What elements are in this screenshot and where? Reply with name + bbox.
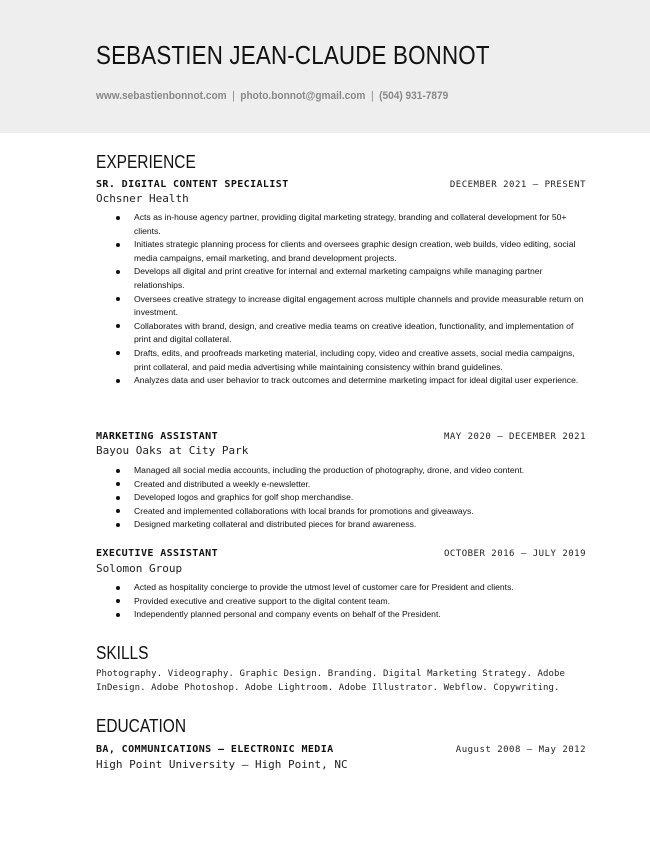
website-link[interactable]: www.sebastienbonnot.com [96, 90, 227, 102]
list-item: Provided executive and creative support to the digital content team. [116, 595, 586, 609]
education-dates: August 2008 – May 2012 [455, 745, 586, 755]
list-item: Develops all digital and print creative for internal and external marketing campaigns while managing partner relationships. [116, 265, 586, 292]
skills-heading: SKILLS [96, 643, 149, 663]
list-item: Created and implemented collaborations with local brands for promotions and giveaways. [116, 505, 586, 519]
job-dates: MAY 2020 – DECEMBER 2021 [443, 432, 586, 442]
job-dates: OCTOBER 2016 – JULY 2019 [443, 549, 586, 559]
education-heading: EDUCATION [96, 716, 187, 736]
list-item: Designed marketing collateral and distributed pieces for brand awareness. [116, 518, 586, 532]
list-item: Created and distributed a weekly e-newsletter. [116, 478, 586, 492]
list-item: Oversees creative strategy to increase digital engagement across multiple channels and provide measurable return on investment. [116, 293, 586, 320]
skills-list: Photography. Videography. Graphic Design. Branding. Digital Marketing Strategy. Adobe InDesign. Adobe Photoshop. Adobe Lightroom. Adobe Illustrator. Webflow. Copywriting. [96, 669, 566, 693]
contact-separator: | [232, 90, 235, 102]
job-bullets [116, 464, 586, 532]
experience-heading: EXPERIENCE [96, 152, 196, 172]
list-item: Developed logos and graphics for golf shop merchandise. [116, 491, 586, 505]
list-item: Acted as hospitality concierge to provide the utmost level of customer care for President and clients. [116, 581, 586, 595]
company-name: Ochsner Health [96, 192, 189, 205]
job-title: SR. DIGITAL CONTENT SPECIALIST [96, 179, 289, 190]
phone-number: (504) 931-7879 [379, 90, 449, 102]
list-item: Managed all social media accounts, including the production of photography, drone, and video content. [116, 464, 586, 478]
company-name: Solomon Group [96, 562, 183, 575]
email-link[interactable]: photo.bonnot@gmail.com [240, 90, 366, 102]
list-item: Independently planned personal and company events on behalf of the President. [116, 608, 586, 622]
degree-title: BA, COMMUNICATIONS – ELECTRONIC MEDIA [96, 744, 334, 755]
contact-separator: | [370, 90, 374, 102]
list-item: Initiates strategic planning process for clients and oversees graphic design creation, web builds, video editing, social media campaigns, email marketing, and brand development projects. [116, 238, 586, 265]
job-dates: DECEMBER 2021 – PRESENT [449, 180, 586, 190]
list-item: Collaborates with brand, design, and creative media teams on creative ideation, functionality, and implementation of print and digital collateral. [116, 320, 586, 347]
job-bullets [116, 581, 586, 622]
job-title: MARKETING ASSISTANT [96, 431, 218, 442]
company-name: Bayou Oaks at City Park [96, 444, 249, 457]
list-item: Acts as in-house agency partner, providing digital marketing strategy, branding and collateral development for 50+ clients. [116, 211, 586, 238]
resume-header [0, 0, 650, 133]
list-item: Analyzes data and user behavior to track outcomes and determine marketing impact for ideal digital user experience. [116, 374, 586, 388]
contact-line [96, 90, 448, 102]
job-title: EXECUTIVE ASSISTANT [96, 548, 218, 559]
job-bullets [116, 211, 586, 388]
list-item: Drafts, edits, and proofreads marketing material, including copy, video and creative assets, social media campaigns, print collateral, and paid media advertising while maintaining consistency within brand guidelines. [116, 347, 586, 374]
candidate-name: SEBASTIEN JEAN-CLAUDE BONNOT [96, 40, 490, 70]
school-name: High Point University – High Point, NC [96, 758, 348, 771]
